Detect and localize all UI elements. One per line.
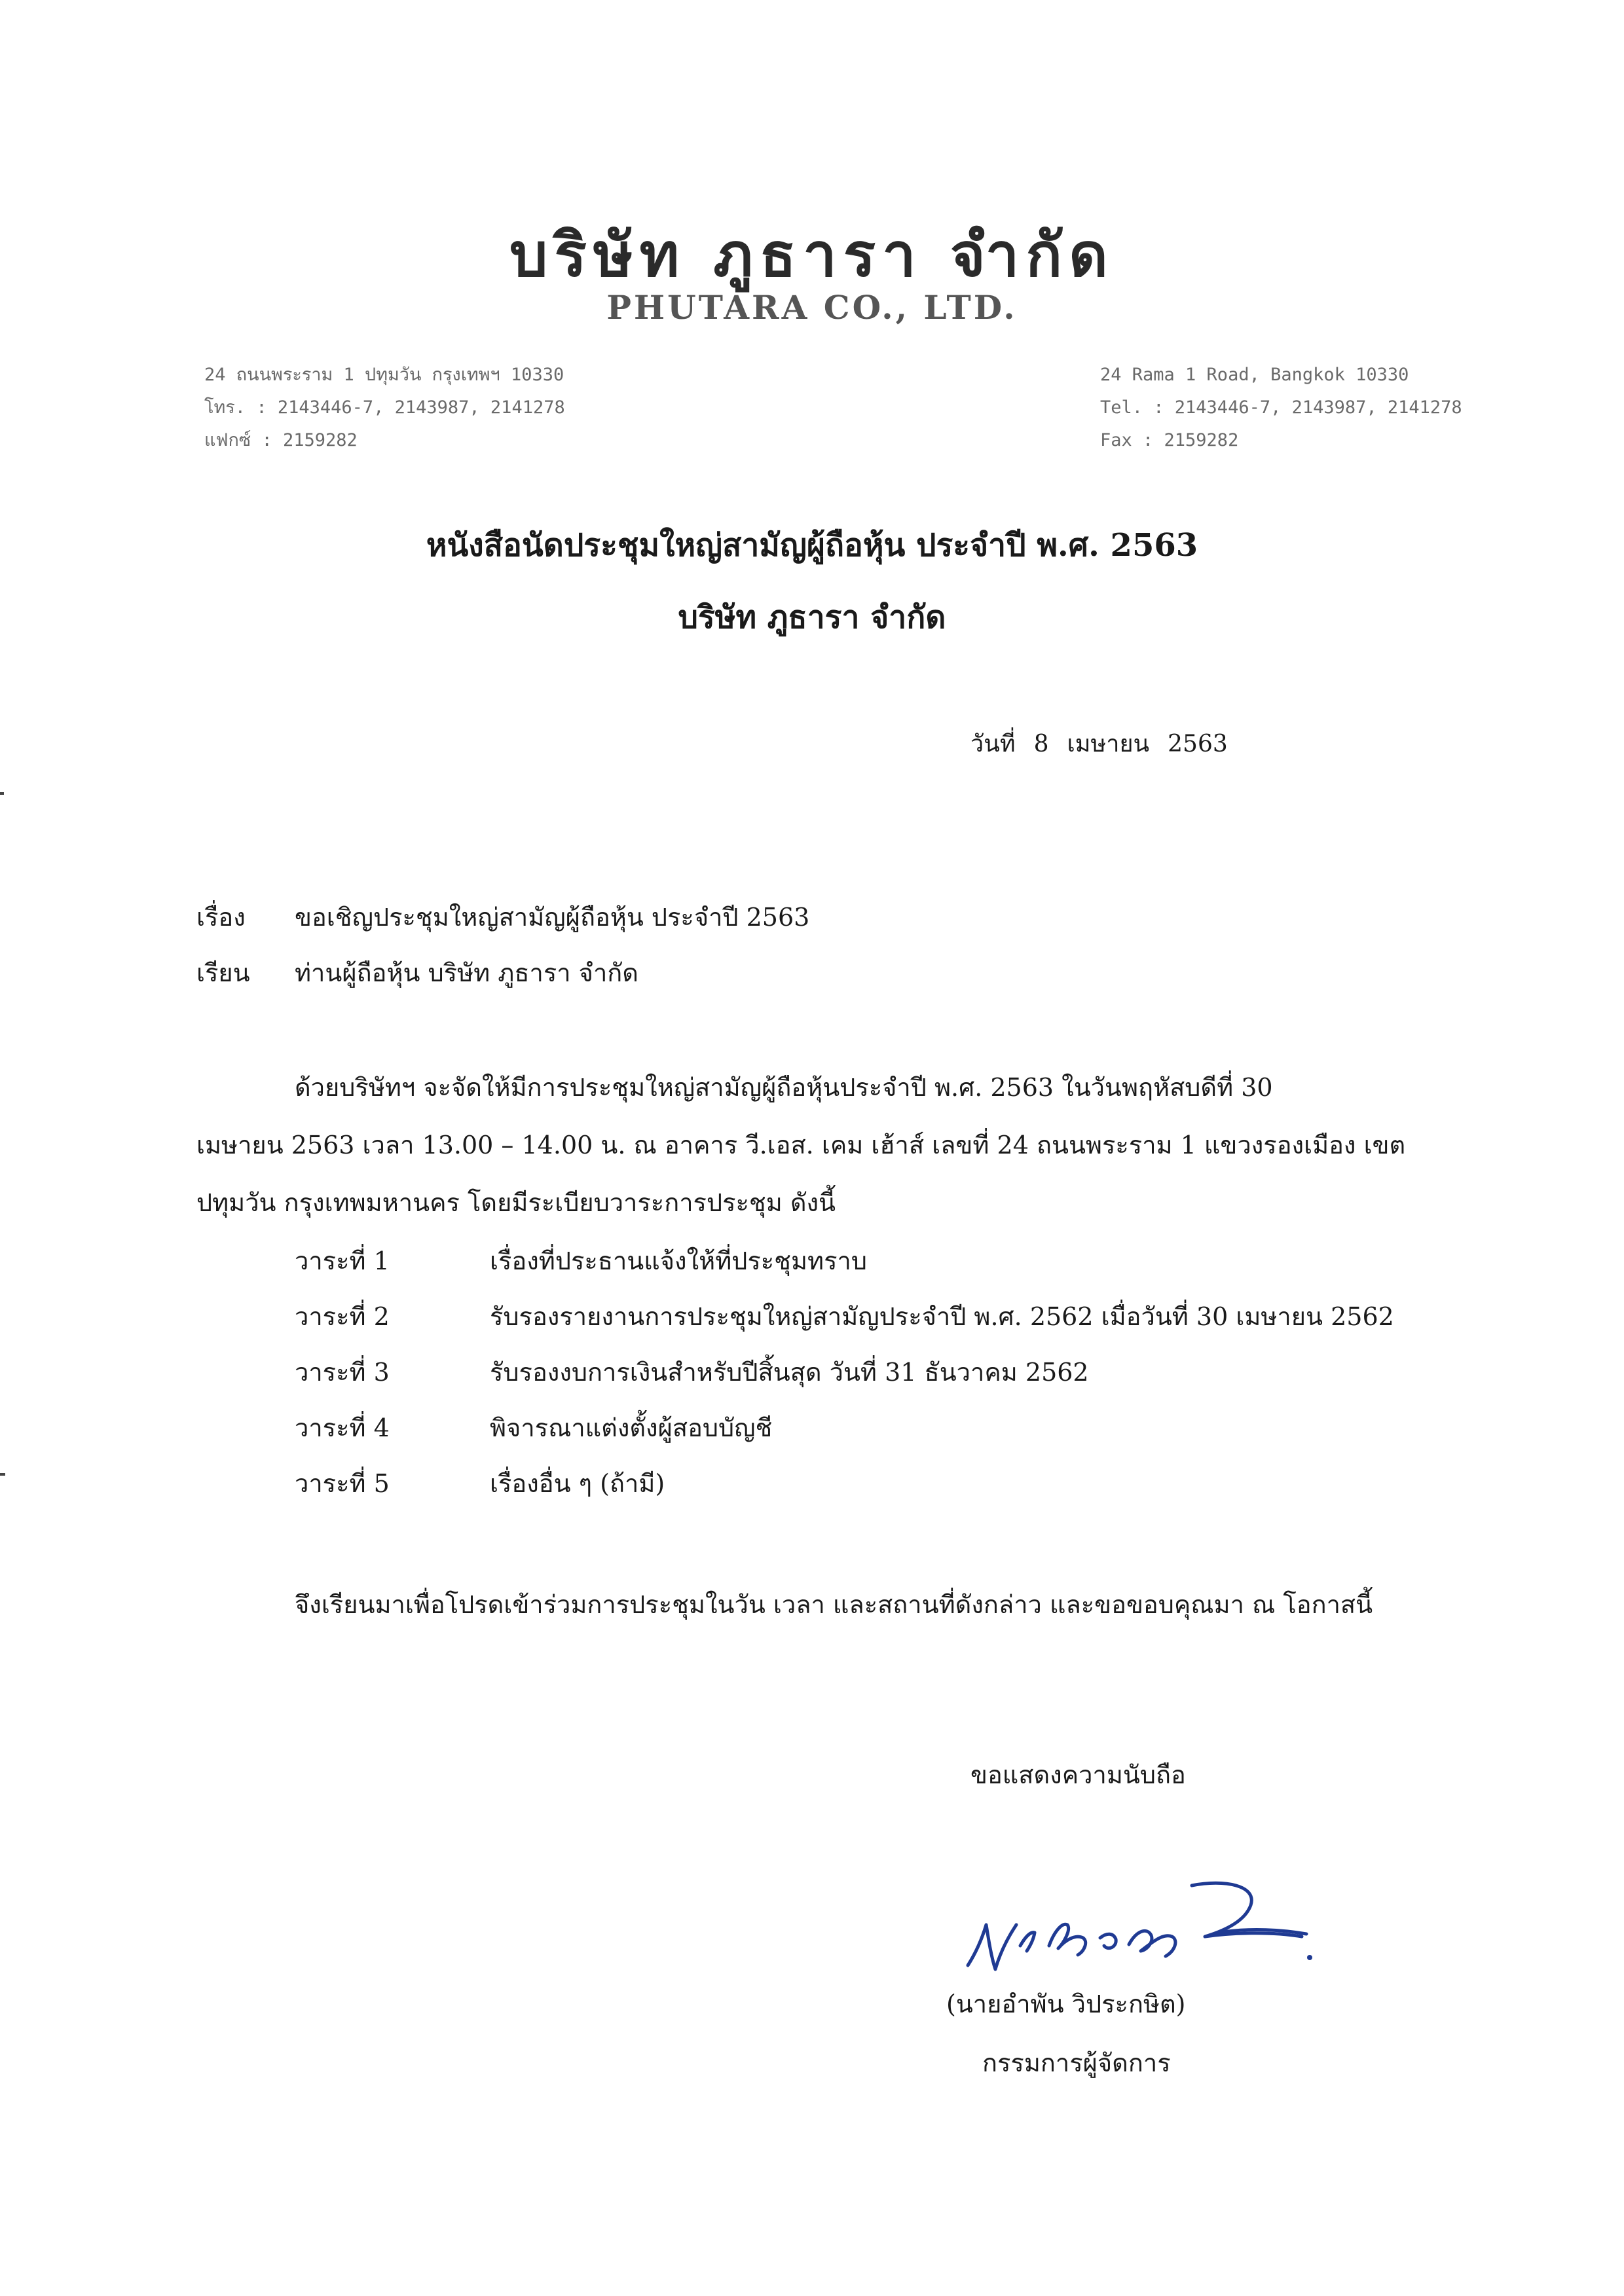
recipient-text: ท่านผู้ถือหุ้น บริษัท ภูธารา จำกัด	[295, 958, 638, 987]
agenda-label: วาระที่ 4	[295, 1413, 390, 1442]
closing-sentence: จึงเรียนมาเพื่อโปรดเข้าร่วมการประชุมในวัน เวลา และสถานที่ดังกล่าว และขอขอบคุณมา ณ โอกาสนี้	[295, 1590, 1373, 1619]
agenda-item: เรื่องที่ประธานแจ้งให้ที่ประชุมทราบ	[490, 1247, 867, 1275]
scan-edge-mark	[0, 1473, 5, 1476]
body-line: ปทุมวัน กรุงเทพมหานคร โดยมีระเบียบวาระการประชุม ดังนี้	[196, 1188, 836, 1217]
signer-name: (นายอำพัน วิประกษิต)	[946, 1990, 1186, 2018]
agenda-label: วาระที่ 5	[295, 1469, 390, 1498]
agenda-item: รับรองรายงานการประชุมใหญ่สามัญประจำปี พ.ศ. 2562 เมื่อวันที่ 30 เมษายน 2562	[490, 1302, 1394, 1331]
agenda-item: พิจารณาแต่งตั้งผู้สอบบัญชี	[490, 1413, 773, 1442]
address-english-line: 24 Rama 1 Road, Bangkok 10330	[1100, 365, 1409, 385]
regards-text: ขอแสดงความนับถือ	[970, 1760, 1186, 1789]
handwritten-signature	[943, 1859, 1323, 1990]
fax-thai-line: แฟกซ์ : 2159282	[204, 430, 358, 450]
phone-english-line: Tel. : 2143446-7, 2143987, 2141278	[1100, 397, 1462, 418]
signer-position: กรรมการผู้จัดการ	[982, 2049, 1171, 2077]
letter-date	[970, 725, 1246, 762]
document-subtitle: บริษัท ภูธารา จำกัด	[678, 599, 946, 636]
agenda-label: วาระที่ 3	[295, 1358, 390, 1387]
date-day: 8	[1033, 731, 1049, 757]
document-title: หนังสือนัดประชุมใหญ่สามัญผู้ถือหุ้น ประจำปี พ.ศ. 2563	[426, 527, 1198, 564]
agenda-item: รับรองงบการเงินสำหรับปีสิ้นสุด วันที่ 31 ธันวาคม 2562	[490, 1358, 1089, 1387]
subject-text: ขอเชิญประชุมใหญ่สามัญผู้ถือหุ้น ประจำปี 2563	[295, 903, 810, 932]
address-english-block	[1100, 359, 1462, 457]
address-thai-block	[204, 359, 565, 457]
fax-english-line: Fax : 2159282	[1100, 430, 1239, 450]
agenda-label: วาระที่ 2	[295, 1302, 390, 1331]
agenda-item: เรื่องอื่น ๆ (ถ้ามี)	[490, 1469, 665, 1498]
scan-edge-mark	[0, 792, 4, 795]
phone-thai-line: โทร. : 2143446-7, 2143987, 2141278	[204, 397, 565, 418]
date-year: 2563	[1168, 731, 1228, 757]
agenda-label: วาระที่ 1	[295, 1247, 390, 1275]
recipient-label: เรียน	[196, 958, 250, 987]
body-line: เมษายน 2563 เวลา 13.00 – 14.00 น. ณ อาคาร วี.เอส. เคม เฮ้าส์ เลขที่ 24 ถนนพระราม 1 แขวงรองเมือง เขต	[196, 1131, 1406, 1159]
date-prefix: วันที่	[970, 731, 1016, 757]
address-thai-line: 24 ถนนพระราม 1 ปทุมวัน กรุงเทพฯ 10330	[204, 365, 564, 385]
company-name-english: PHUTARA CO., LTD.	[606, 288, 1018, 327]
subject-label: เรื่อง	[196, 903, 246, 932]
date-month: เมษายน	[1067, 731, 1150, 757]
body-line: ด้วยบริษัทฯ จะจัดให้มีการประชุมใหญ่สามัญผู้ถือหุ้นประจำปี พ.ศ. 2563 ในวันพฤหัสบดีที่ 30	[295, 1073, 1273, 1102]
company-name-thai: บริษัท ภูธารา จำกัด	[509, 220, 1115, 290]
